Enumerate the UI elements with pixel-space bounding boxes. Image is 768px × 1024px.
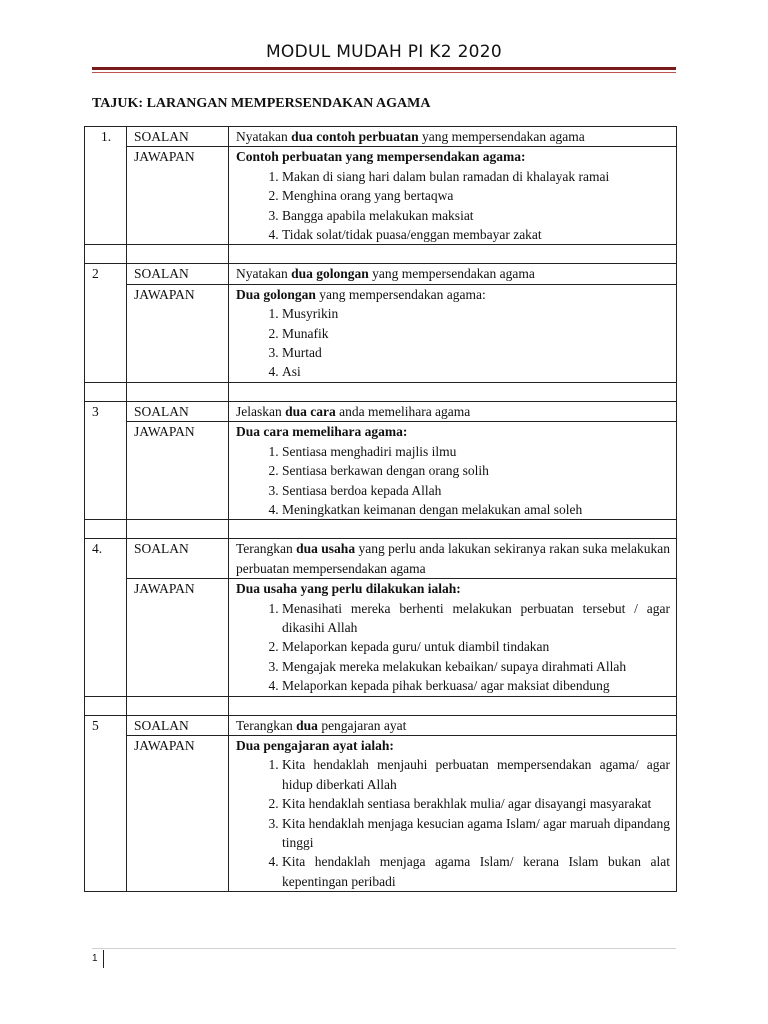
question-text [229, 539, 677, 579]
answer-content [229, 147, 677, 245]
question-text [229, 401, 677, 421]
answer-item: 1. Sentiasa menghadiri majlis ilmu [282, 442, 670, 461]
question-text [229, 715, 677, 735]
answer-item: 1. Kita hendaklah menjauhi perbuatan mempersendakan agama/ agar hidup diberkati Allah [282, 755, 670, 794]
question-row [85, 539, 677, 579]
answer-heading [236, 147, 670, 166]
spacer-cell [229, 520, 677, 539]
question-text [229, 264, 677, 284]
question-text-post: anda memelihara agama [335, 403, 471, 419]
question-number: 4. [85, 539, 127, 696]
question-label: SOALAN [127, 715, 229, 735]
question-text-pre: Nyatakan [236, 129, 292, 144]
answer-content [229, 735, 677, 891]
question-text-bold: dua golongan [291, 266, 369, 282]
spacer-row [85, 382, 677, 401]
answer-item: 3. Sentiasa berdoa kepada Allah [282, 481, 670, 500]
page-number: 1 [92, 953, 98, 964]
spacer-row [85, 520, 677, 539]
answer-item: 4. Meningkatkan keimanan dengan melakukan amal soleh [282, 500, 670, 519]
question-text-post: yang mempersendakan agama [368, 266, 535, 282]
answer-item: 4. Tidak solat/tidak puasa/enggan membayar zakat [282, 225, 670, 244]
question-label: SOALAN [127, 539, 229, 579]
answer-row [85, 422, 677, 520]
spacer-cell [127, 696, 229, 715]
answer-heading-bold: Dua cara memelihara agama: [236, 424, 408, 440]
spacer-cell [229, 696, 677, 715]
spacer-cell [127, 382, 229, 401]
answer-item: 3. Bangga apabila melakukan maksiat [282, 206, 670, 225]
question-text-bold: dua cara [285, 403, 336, 419]
answer-heading [236, 285, 670, 304]
answer-label: JAWAPAN [127, 147, 229, 245]
answer-list [236, 442, 670, 520]
spacer-cell [85, 696, 127, 715]
question-label: SOALAN [127, 264, 229, 284]
question-text-bold: dua [296, 717, 318, 733]
answer-item: 3. Murtad [282, 343, 670, 362]
answer-item: 4. Melaporkan kepada pihak berkuasa/ agar maksiat dibendung [282, 676, 670, 695]
answer-item: 2. Kita hendaklah sentiasa berakhlak mulia/ agar disayangi masyarakat [282, 794, 670, 813]
question-text-bold: dua usaha [296, 541, 356, 557]
question-number: 1. [85, 127, 127, 245]
answer-heading-normal: yang mempersendakan agama: [315, 286, 486, 302]
page-number-divider [103, 950, 104, 968]
question-text-pre: Terangkan [236, 541, 297, 557]
answer-label: JAWAPAN [127, 735, 229, 891]
answer-content [229, 422, 677, 520]
spacer-cell [127, 245, 229, 264]
answer-item: 2. Munafik [282, 324, 670, 343]
page-header-title: MODUL MUDAH PI K2 2020 [265, 42, 503, 62]
answer-item: 2. Sentiasa berkawan dengan orang solih [282, 461, 670, 480]
answer-list [236, 167, 670, 245]
answer-heading-bold: Dua usaha yang perlu dilakukan ialah: [236, 581, 461, 597]
answer-content [229, 284, 677, 382]
spacer-cell [127, 520, 229, 539]
question-text-pre: Nyatakan [236, 266, 292, 282]
spacer-cell [229, 382, 677, 401]
answer-item: 1. Musyrikin [282, 304, 670, 323]
question-answer-table [84, 126, 677, 892]
question-row [85, 715, 677, 735]
answer-row [85, 284, 677, 382]
answer-heading [236, 422, 670, 441]
question-text-pre: Jelaskan [236, 403, 286, 419]
header-rule-thick [92, 67, 676, 70]
answer-item: 2. Menghina orang yang bertaqwa [282, 186, 670, 205]
question-text-post: pengajaran ayat [317, 717, 407, 733]
answer-item: 4. Kita hendaklah menjaga agama Islam/ kerana Islam bukan alat kepentingan peribadi [282, 852, 670, 891]
answer-row [85, 147, 677, 245]
answer-item: 2. Melaporkan kepada guru/ untuk diambil tindakan [282, 637, 670, 656]
question-text-post: yang perlu anda lakukan sekiranya rakan suka melakukan perbuatan mempersendakan agama [236, 541, 670, 576]
answer-item: 3. Mengajak mereka melakukan kebaikan/ supaya dirahmati Allah [282, 657, 670, 676]
answer-row [85, 579, 677, 696]
answer-content [229, 579, 677, 696]
spacer-row [85, 696, 677, 715]
answer-item: 1. Menasihati mereka berhenti melakukan perbuatan tersebut / agar dikasihi Allah [282, 599, 670, 638]
answer-heading-bold: Dua pengajaran ayat ialah: [236, 737, 394, 753]
answer-heading [236, 579, 670, 598]
question-row [85, 401, 677, 421]
question-number: 3 [85, 401, 127, 519]
answer-label: JAWAPAN [127, 579, 229, 696]
question-row [85, 127, 677, 147]
answer-list [236, 755, 670, 891]
spacer-cell [229, 245, 677, 264]
topic-heading: TAJUK: LARANGAN MEMPERSENDAKAN AGAMA [92, 96, 431, 111]
spacer-cell [85, 520, 127, 539]
question-label: SOALAN [127, 127, 229, 147]
question-text-bold: dua contoh perbuatan [291, 129, 419, 144]
question-text [229, 127, 677, 147]
question-number: 5 [85, 715, 127, 892]
question-number: 2 [85, 264, 127, 382]
answer-list [236, 599, 670, 696]
question-label: SOALAN [127, 401, 229, 421]
question-text-pre: Terangkan [236, 717, 297, 733]
answer-heading-bold: Contoh perbuatan yang mempersendakan agama: [236, 149, 526, 165]
spacer-row [85, 245, 677, 264]
answer-item: 1. Makan di siang hari dalam bulan ramadan di khalayak ramai [282, 167, 670, 186]
answer-list [236, 304, 670, 382]
answer-item: 3. Kita hendaklah menjaga kesucian agama Islam/ agar maruah dipandang tinggi [282, 814, 670, 853]
footer-rule [92, 948, 676, 949]
answer-item: 4. Asi [282, 362, 670, 381]
spacer-cell [85, 245, 127, 264]
question-text-post: yang mempersendakan agama [418, 129, 585, 144]
answer-heading [236, 736, 670, 755]
header-rule-thin [92, 72, 676, 73]
answer-label: JAWAPAN [127, 284, 229, 382]
answer-label: JAWAPAN [127, 422, 229, 520]
spacer-cell [85, 382, 127, 401]
answer-row [85, 735, 677, 891]
question-row [85, 264, 677, 284]
answer-heading-bold: Dua golongan [236, 286, 316, 302]
